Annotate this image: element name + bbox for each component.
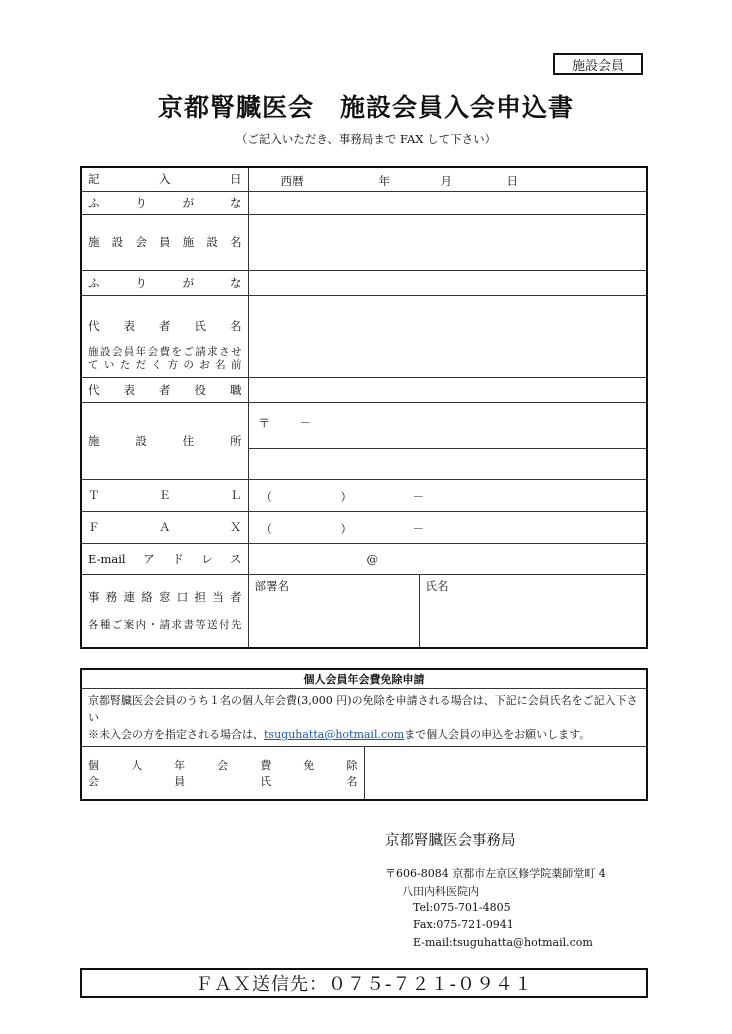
rep-name-field[interactable] (248, 295, 647, 377)
rep-title-field[interactable] (248, 377, 647, 402)
exemption-email-link[interactable]: tsuguhatta@hotmail.com (264, 728, 405, 741)
rep-name-note-1: 施設会員年会費をご請求させ (88, 345, 242, 358)
page-subtitle: （ご記入いただき、事務局まで FAX して下さい） (235, 132, 497, 146)
application-form-table (80, 166, 648, 649)
entry-date-year: 年 (378, 174, 390, 188)
address-field[interactable] (248, 402, 647, 479)
email-label: E-mailアドレス (81, 543, 248, 574)
form-row-address (81, 402, 647, 479)
facility-furigana-field[interactable] (248, 191, 647, 214)
fax-dash: － (412, 521, 424, 536)
office-address-2: 八田内科医院内 (402, 885, 479, 898)
office-address-1: 〒606-8084 京都市左京区修学院薬師堂町 4 (385, 867, 606, 880)
page-title: 京都腎臓医会 施設会員入会申込書 (157, 93, 574, 122)
entry-date-label: 記入日 (81, 167, 248, 191)
facility-name-label: 施設会員施設名 (81, 214, 248, 270)
form-row-entry-date (81, 167, 647, 191)
office-email: E-mail:tsuguhatta@hotmail.com (413, 936, 593, 949)
furigana-label-1: ふりがな (81, 191, 248, 214)
contact-note: 各種ご案内・請求書等送付先 (88, 619, 242, 632)
form-row-fax (81, 511, 647, 543)
exemption-note (81, 689, 647, 747)
office-name: 京都腎臓医会事務局 (385, 833, 516, 849)
contact-subtable (249, 575, 647, 647)
form-row-facility-name (81, 214, 647, 270)
form-row-rep-name (81, 295, 647, 377)
office-tel: Tel:075-701-4805 (413, 901, 511, 914)
fax-close-paren: ） (340, 521, 352, 536)
rep-furigana-field[interactable] (248, 270, 647, 295)
exemption-name-field[interactable] (364, 747, 647, 800)
member-type-badge: 施設会員 (553, 53, 643, 75)
exemption-note-2 (88, 726, 640, 743)
form-row-contact (81, 574, 647, 648)
form-row-rep-title (81, 377, 647, 402)
rep-name-label-cell (81, 295, 248, 377)
contact-person-label: 氏名 (425, 578, 449, 593)
contact-label-cell (81, 574, 248, 648)
entry-date-era: 西暦 (280, 174, 304, 188)
exemption-table (80, 668, 648, 801)
exemption-heading: 個人会員年会費免除申請 (81, 669, 647, 689)
entry-date-day: 日 (506, 174, 518, 188)
entry-date-field[interactable] (248, 167, 647, 191)
rep-name-label: 代表者氏名 (88, 318, 242, 333)
email-at-mark: @ (366, 551, 378, 566)
furigana-label-2: ふりがな (81, 270, 248, 295)
department-label: 部署名 (254, 578, 289, 593)
tel-label: ＴＥＬ (81, 479, 248, 511)
entry-date-month: 月 (440, 174, 452, 188)
form-row-furigana-1 (81, 191, 647, 214)
form-row-email (81, 543, 647, 574)
department-field[interactable] (249, 575, 420, 647)
fax-open-paren: （ (260, 521, 272, 536)
exemption-note-2-prefix: ※未入会の方を指定される場合は、 (88, 728, 264, 741)
form-row-furigana-2 (81, 270, 647, 295)
contact-label: 事務連絡窓口担当者 (88, 590, 242, 605)
postal-code-line[interactable] (249, 403, 647, 449)
tel-open-paren: （ (260, 489, 272, 504)
facility-name-field[interactable] (248, 214, 647, 270)
form-row-tel (81, 479, 647, 511)
contact-person-field[interactable] (419, 575, 646, 647)
exemption-note-row (81, 689, 647, 747)
exemption-heading-row (81, 669, 647, 689)
exemption-name-label-1: 個人年会費免除 (88, 758, 358, 772)
exemption-name-label-cell (81, 747, 364, 800)
tel-field[interactable] (248, 479, 647, 511)
tel-close-paren: ） (340, 489, 352, 504)
fax-field[interactable] (248, 511, 647, 543)
rep-name-note-2: ていただく方のお名前 (88, 358, 242, 371)
fax-label: ＦＡＸ (81, 511, 248, 543)
postal-mark: 〒 (258, 415, 270, 430)
rep-title-label: 代表者役職 (81, 377, 248, 402)
address-line[interactable] (249, 449, 647, 479)
tel-dash: － (412, 489, 424, 504)
address-label: 施設住所 (81, 402, 248, 479)
office-fax: Fax:075-721-0941 (413, 918, 514, 931)
fax-destination-banner: ＦＡＸ送信先：０７５-７２１-０９４１ (80, 968, 648, 998)
email-field[interactable] (248, 543, 647, 574)
exemption-note-2-suffix: まで個人会員の申込をお願いします。 (404, 728, 591, 741)
exemption-name-label-2: 会員氏名 (88, 774, 358, 788)
exemption-note-1: 京都腎臓医会会員のうち１名の個人年会費(3,000 円)の免除を申請される場合は、下記に会員氏名をご記入下さい (88, 694, 638, 724)
exemption-name-row (81, 747, 647, 800)
contact-field (248, 574, 647, 648)
postal-dash: － (299, 415, 312, 430)
